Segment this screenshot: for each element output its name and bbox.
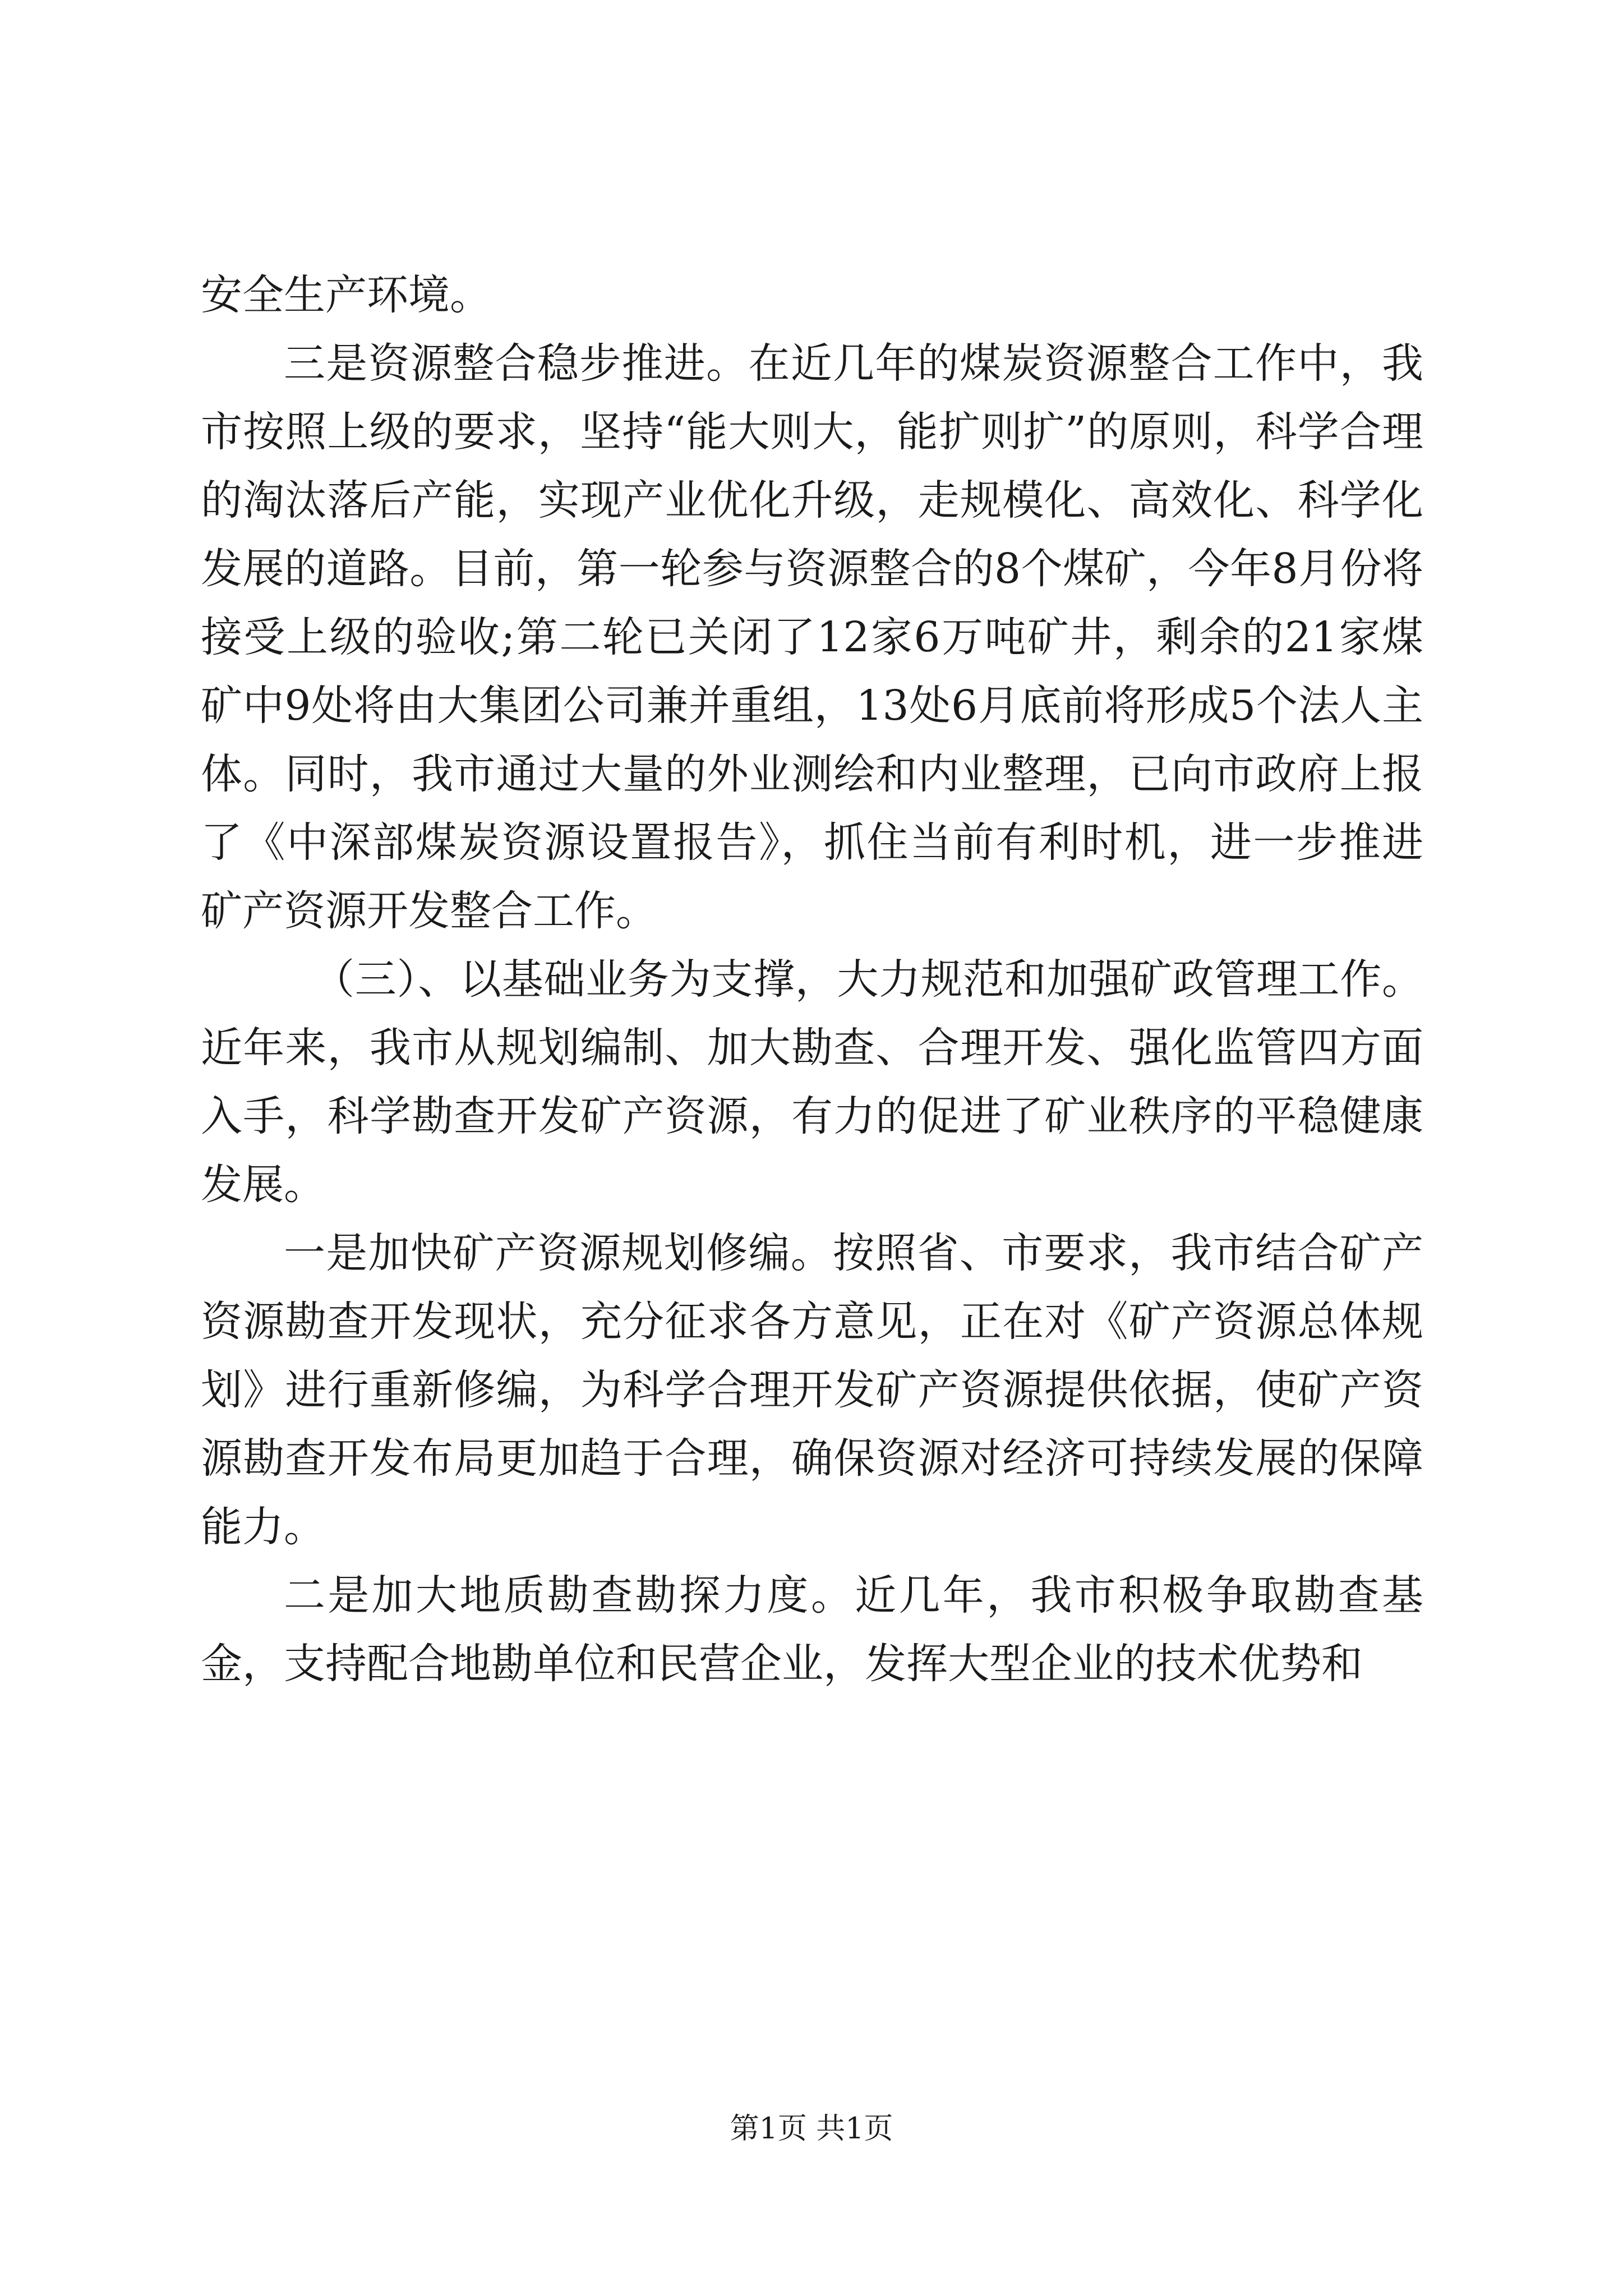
paragraph-resource-integration: 三是资源整合稳步推进。在近几年的煤炭资源整合工作中，我市按照上级的要求，坚持“能大则大，能扩则扩”的原则，科学合理的淘汰落后产能，实现产业优化升级，走规模化、高效化、科学化发展的道路。目前，第一轮参与资源整合的8个煤矿，今年8月份将接受上级的验收;第二轮已关闭了12家6万吨矿井，剩余的21家煤矿中9处将由大集团公司兼并重组，13处6月底前将形成5个法人主体。同时，我市通过大量的外业测绘和内业整理，已向市政府上报了《中深部煤炭资源设置报告》，抓住当前有利时机，进一步推进矿产资源开发整合工作。	[201, 339, 1423, 935]
paragraph-geological-exploration: 二是加大地质勘查勘探力度。近几年，我市积极争取勘查基金，支持配合地勘单位和民营企业，发挥大型企业的技术优势和	[201, 1571, 1423, 1688]
body-text	[201, 261, 1423, 1698]
paragraph-continuation: 安全生产环境。	[201, 271, 491, 319]
section-heading-paragraph: （三）、以基础业务为支撑，大力规范和加强矿政管理工作。近年来，我市从规划编制、加大勘查、合理开发、强化监管四方面入手，科学勘查开发矿产资源，有力的促进了矿业秩序的平稳健康发展。	[201, 955, 1423, 1209]
page-footer: 第1页 共1页	[730, 2112, 893, 2146]
paragraph-planning-revision: 一是加快矿产资源规划修编。按照省、市要求，我市结合矿产资源勘查开发现状，充分征求各方意见，正在对《矿产资源总体规划》进行重新修编，为科学合理开发矿产资源提供依据，使矿产资源勘查开发布局更加趋于合理，确保资源对经济可持续发展的保障能力。	[201, 1229, 1423, 1551]
